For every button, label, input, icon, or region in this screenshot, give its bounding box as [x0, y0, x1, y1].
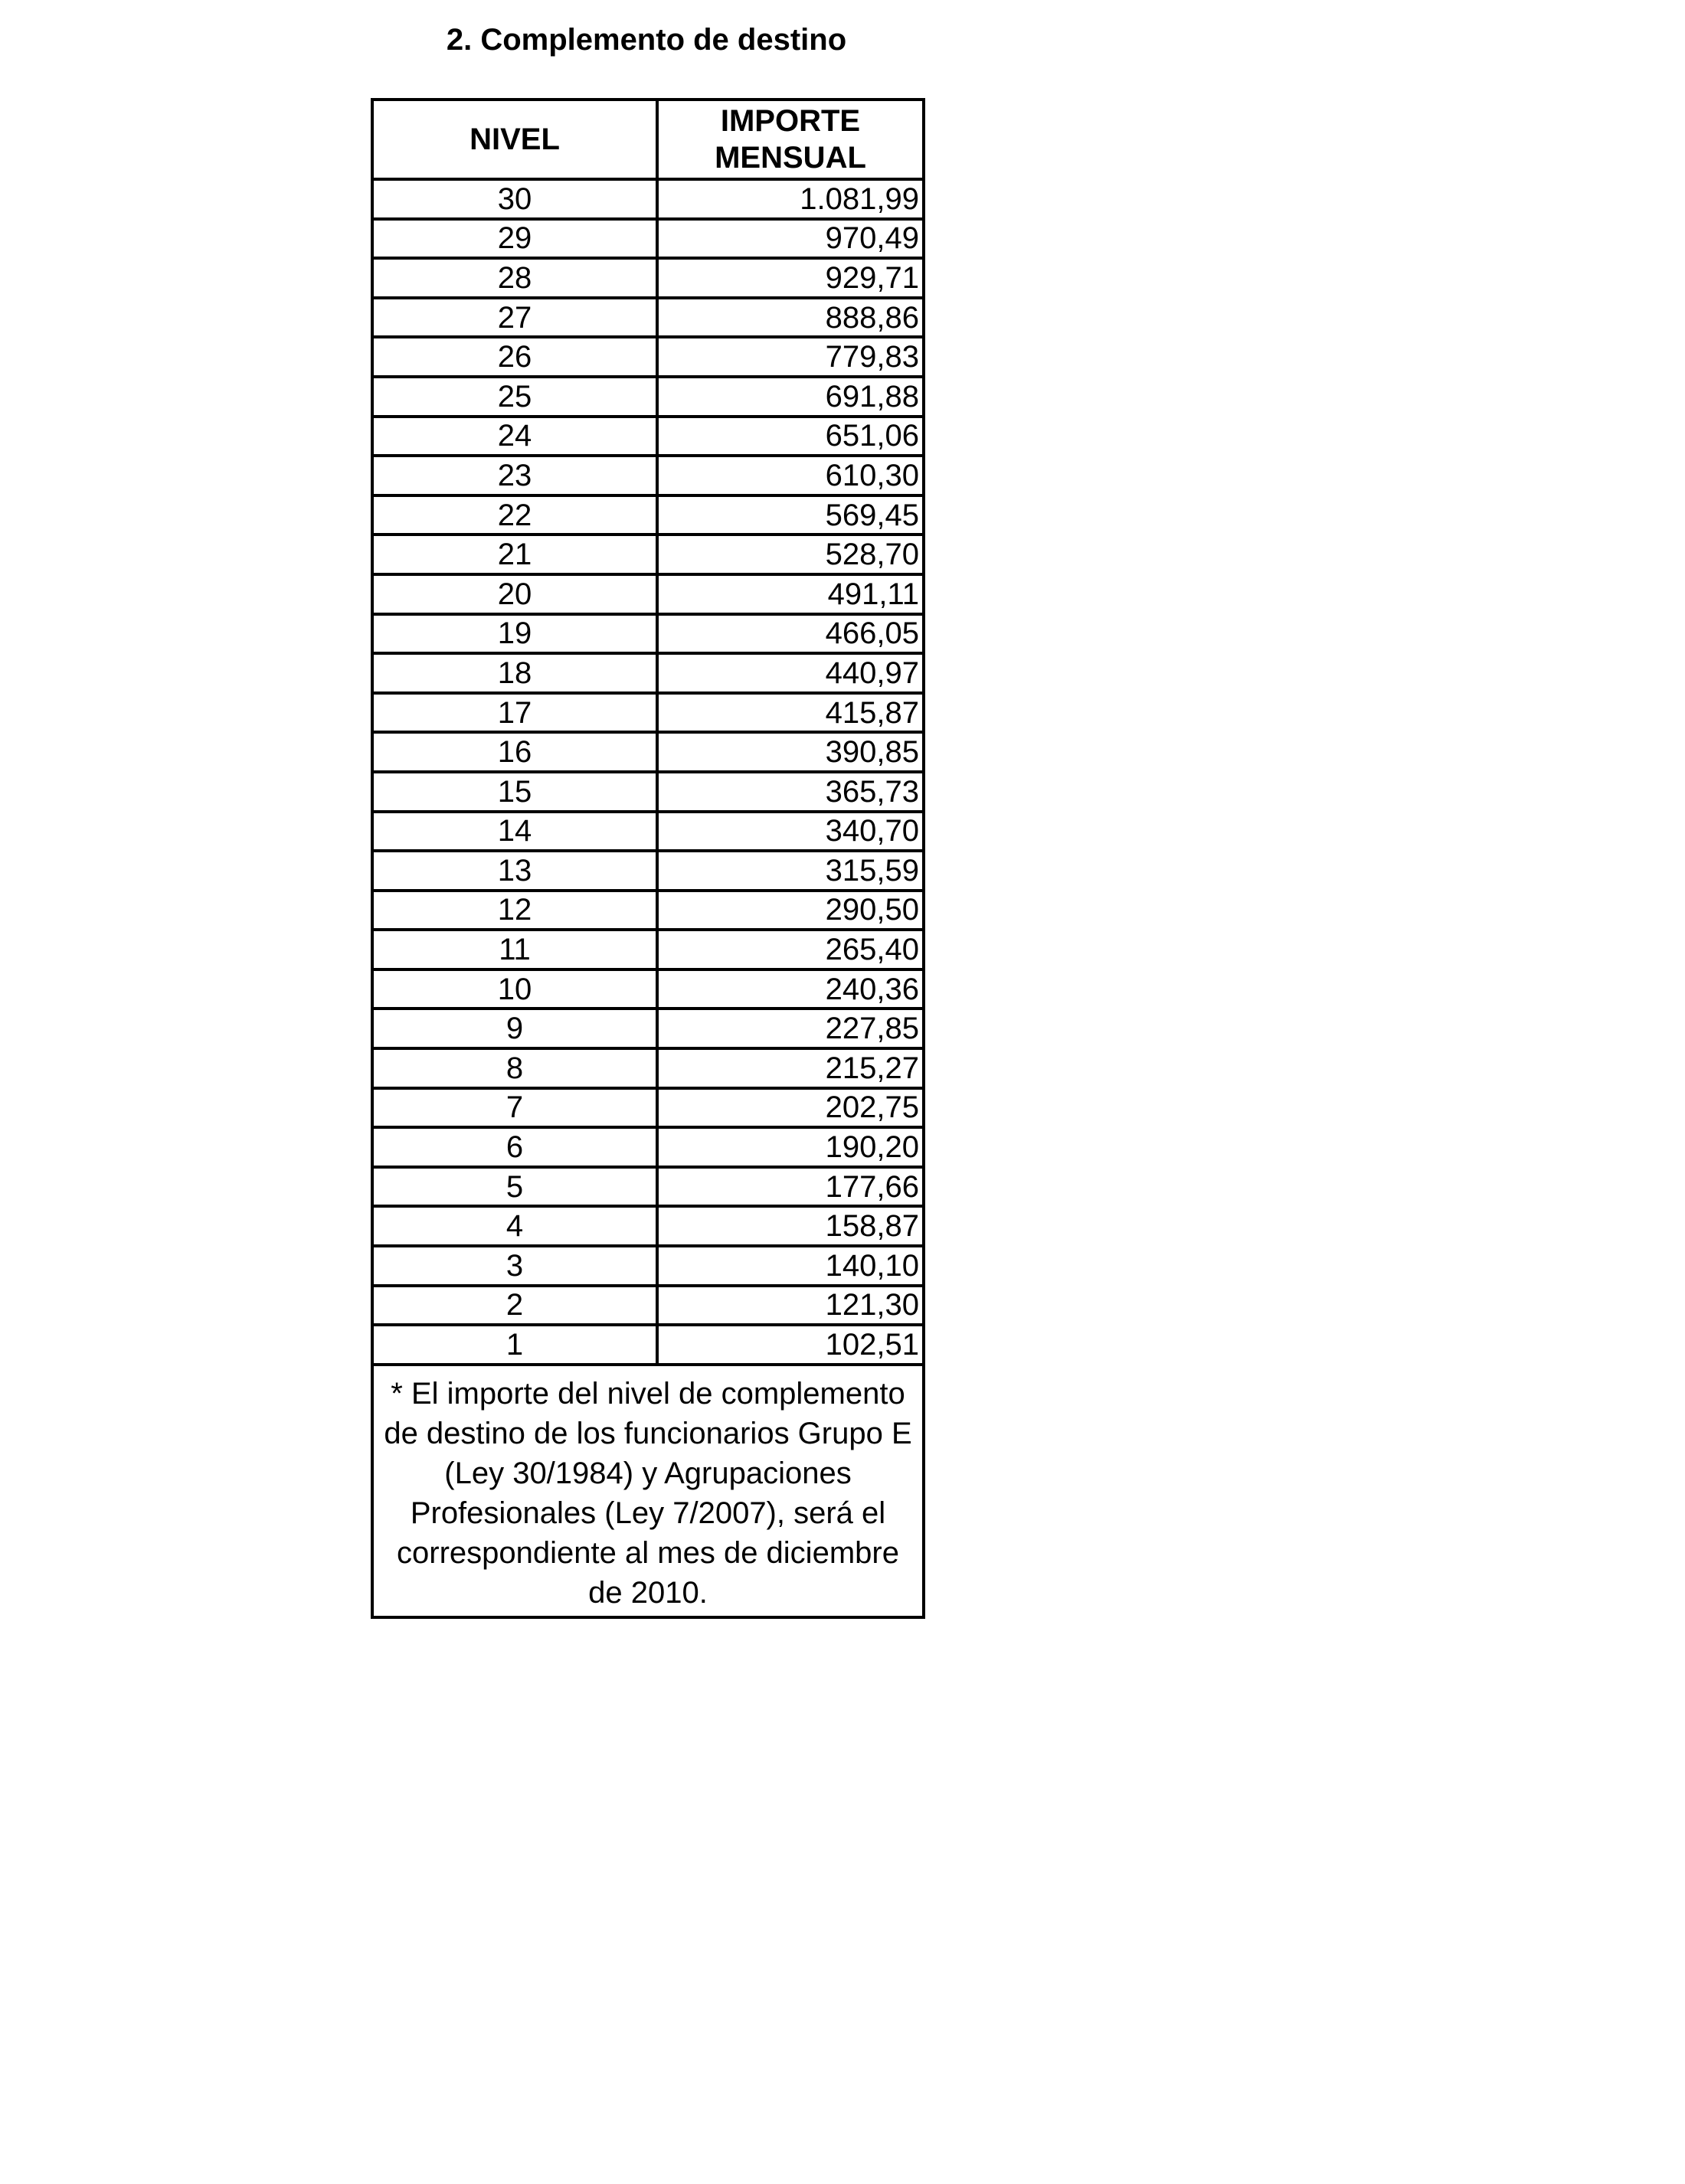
importe-cell: 970,49	[657, 219, 924, 259]
importe-cell: 1.081,99	[657, 179, 924, 219]
importe-cell: 177,66	[657, 1167, 924, 1207]
table-row	[372, 772, 924, 812]
nivel-cell: 20	[372, 574, 657, 614]
importe-cell: 415,87	[657, 693, 924, 733]
importe-cell: 569,45	[657, 495, 924, 535]
importe-cell: 691,88	[657, 377, 924, 417]
nivel-cell: 23	[372, 456, 657, 495]
nivel-cell: 14	[372, 812, 657, 852]
importe-cell: 929,71	[657, 258, 924, 298]
nivel-cell: 13	[372, 851, 657, 891]
table-row	[372, 653, 924, 693]
importe-cell: 215,27	[657, 1048, 924, 1088]
importe-cell: 315,59	[657, 851, 924, 891]
nivel-cell: 3	[372, 1246, 657, 1286]
nivel-cell: 26	[372, 337, 657, 377]
nivel-cell: 12	[372, 891, 657, 930]
nivel-cell: 9	[372, 1009, 657, 1048]
table-row	[372, 298, 924, 338]
importe-cell: 190,20	[657, 1127, 924, 1167]
nivel-cell: 6	[372, 1127, 657, 1167]
importe-cell: 121,30	[657, 1286, 924, 1326]
importe-cell: 440,97	[657, 653, 924, 693]
table-footer	[372, 1365, 924, 1617]
table-row	[372, 219, 924, 259]
table-row	[372, 1206, 924, 1246]
table-row	[372, 851, 924, 891]
importe-cell: 102,51	[657, 1325, 924, 1365]
nivel-cell: 15	[372, 772, 657, 812]
nivel-cell: 17	[372, 693, 657, 733]
table-row	[372, 1048, 924, 1088]
table-row	[372, 417, 924, 456]
importe-cell: 240,36	[657, 969, 924, 1009]
nivel-cell: 16	[372, 732, 657, 772]
header-row	[372, 100, 924, 179]
importe-cell: 265,40	[657, 930, 924, 969]
nivel-cell: 10	[372, 969, 657, 1009]
nivel-cell: 28	[372, 258, 657, 298]
importe-cell: 888,86	[657, 298, 924, 338]
table-row	[372, 812, 924, 852]
nivel-cell: 25	[372, 377, 657, 417]
complemento-destino-table-wrapper	[371, 98, 922, 1619]
importe-cell: 227,85	[657, 1009, 924, 1048]
table-row	[372, 1325, 924, 1365]
table-row	[372, 1009, 924, 1048]
table-row	[372, 930, 924, 969]
nivel-cell: 24	[372, 417, 657, 456]
table-row	[372, 1286, 924, 1326]
importe-cell: 158,87	[657, 1206, 924, 1246]
importe-cell: 651,06	[657, 417, 924, 456]
importe-cell: 528,70	[657, 535, 924, 574]
header-importe-line2: MENSUAL	[715, 141, 866, 175]
table-row	[372, 179, 924, 219]
nivel-cell: 27	[372, 298, 657, 338]
nivel-cell: 2	[372, 1286, 657, 1326]
table-body	[372, 179, 924, 1365]
complemento-destino-table	[371, 98, 925, 1619]
table-row	[372, 732, 924, 772]
table-row	[372, 614, 924, 654]
importe-cell: 202,75	[657, 1088, 924, 1128]
footnote: * El importe del nivel de complemento de destino de los funcionarios Grupo E (Ley 30/1984) y Agrupaciones Profesionales (Ley 7/2007), será el correspondiente al mes de diciembre de 2010.	[372, 1365, 924, 1617]
nivel-cell: 22	[372, 495, 657, 535]
table-row	[372, 693, 924, 733]
importe-cell: 365,73	[657, 772, 924, 812]
importe-cell: 290,50	[657, 891, 924, 930]
table-row	[372, 535, 924, 574]
table-row	[372, 1167, 924, 1207]
nivel-cell: 4	[372, 1206, 657, 1246]
page-title: 2. Complemento de destino	[446, 23, 847, 57]
table-row	[372, 969, 924, 1009]
table-row	[372, 574, 924, 614]
nivel-cell: 11	[372, 930, 657, 969]
nivel-cell: 5	[372, 1167, 657, 1207]
header-nivel: NIVEL	[372, 100, 657, 179]
table-header	[372, 100, 924, 179]
table-row	[372, 495, 924, 535]
footnote-row	[372, 1365, 924, 1617]
table-row	[372, 258, 924, 298]
table-row	[372, 891, 924, 930]
importe-cell: 390,85	[657, 732, 924, 772]
table-row	[372, 377, 924, 417]
importe-cell: 140,10	[657, 1246, 924, 1286]
nivel-cell: 1	[372, 1325, 657, 1365]
importe-cell: 610,30	[657, 456, 924, 495]
nivel-cell: 8	[372, 1048, 657, 1088]
nivel-cell: 21	[372, 535, 657, 574]
nivel-cell: 29	[372, 219, 657, 259]
importe-cell: 491,11	[657, 574, 924, 614]
nivel-cell: 7	[372, 1088, 657, 1128]
importe-cell: 340,70	[657, 812, 924, 852]
header-importe-mensual	[657, 100, 924, 179]
nivel-cell: 19	[372, 614, 657, 654]
table-row	[372, 456, 924, 495]
table-row	[372, 1246, 924, 1286]
nivel-cell: 18	[372, 653, 657, 693]
table-row	[372, 337, 924, 377]
importe-cell: 466,05	[657, 614, 924, 654]
header-importe-line1: IMPORTE	[720, 104, 861, 138]
importe-cell: 779,83	[657, 337, 924, 377]
table-row	[372, 1127, 924, 1167]
nivel-cell: 30	[372, 179, 657, 219]
table-row	[372, 1088, 924, 1128]
